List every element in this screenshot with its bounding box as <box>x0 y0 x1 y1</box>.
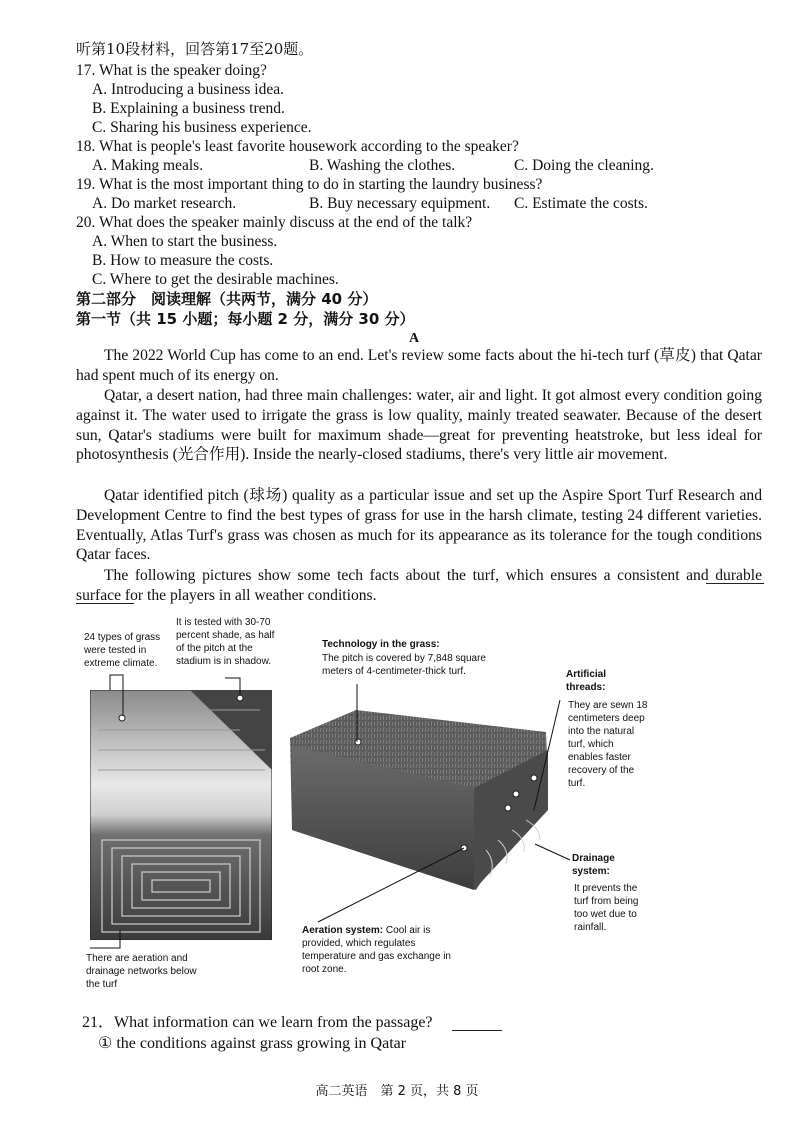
question-20-option-a: A. When to start the business. <box>92 233 278 250</box>
page-footer: 高二英语 第 2 页，共 8 页 <box>315 1084 479 1099</box>
question-17-stem: 17. What is the speaker doing? <box>76 62 267 79</box>
question-20-option-b: B. How to measure the costs. <box>92 252 274 269</box>
listening-instruction: 听第10段材料，回答第17至20题。 <box>76 40 314 58</box>
passage-paragraph-4: The following pictures show some tech facts about the turf, which ensures a consistent and durable surface for the players in all weather conditions. <box>76 567 762 604</box>
caption-tech-body: The pitch is covered by 7,848 square meters of 4-centimeter-thick turf. <box>322 653 486 677</box>
question-19-option-a: A. Do market research. <box>92 195 237 212</box>
caption-drainage-body: It prevents the turf from being too wet due to rainfall. <box>574 883 639 933</box>
question-19-option-c: C. Estimate the costs. <box>514 195 648 212</box>
reading-part-title: 第二部分 阅读理解（共两节，满分 40 分） <box>76 290 378 308</box>
caption-aeration-title: Aeration system: <box>302 925 384 936</box>
reading-section-title: 第一节（共 15 小题；每小题 2 分，满分 30 分） <box>76 310 415 328</box>
caption-aeration <box>302 924 460 976</box>
passage-paragraph-1: The 2022 World Cup has come to an end. Let's review some facts about the hi-tech turf (草皮) that Qatar had spent much of its energy on. <box>76 347 762 384</box>
passage-paragraph-3: Qatar identified pitch (球场) quality as a particular issue and set up the Aspire Sport Turf Research and Development Centre to find the best types of grass for use in the harsh climate, testing 24 different varieties. Eventually, Atlas Turf's grass was chosen as much for its appearance as its tolerance for the tough conditions Qatar faces. <box>76 487 762 564</box>
question-21-item-1: ① the conditions against grass growing in Qatar <box>98 1035 407 1052</box>
caption-threads-title: Artificial threads: <box>566 669 607 693</box>
question-17-option-a: A. Introducing a business idea. <box>92 81 284 98</box>
caption-shade: It is tested with 30-70 percent shade, as half of the pitch at the stadium is in shadow. <box>176 617 275 667</box>
question-21-stem: 21．What information can we learn from the passage? <box>82 1014 433 1031</box>
passage-paragraph-2: Qatar, a desert nation, had three main challenges: water, air and light. It got almost every condition going against it. The water used to irrigate the grass is low quality, mainly treated seawater. Because of the desert sun, Qatar's stadiums were built for maximum shade—great for preventing heatstroke, but less ideal for photosynthesis (光合作用). Inside the nearly-closed stadiums, there's very little air movement. <box>76 387 762 464</box>
caption-tech-title: Technology in the grass: <box>322 639 440 650</box>
question-17-option-c: C. Sharing his business experience. <box>92 119 312 136</box>
handwritten-answer-line <box>452 1030 502 1031</box>
question-20-stem: 20. What does the speaker mainly discuss at the end of the talk? <box>76 214 473 231</box>
question-19-option-b: B. Buy necessary equipment. <box>309 195 491 212</box>
question-18-stem: 18. What is people's least favorite housework according to the speaker? <box>76 138 519 155</box>
passage-letter: A <box>409 331 420 346</box>
question-18-option-b: B. Washing the clothes. <box>309 157 456 174</box>
question-17-option-b: B. Explaining a business trend. <box>92 100 285 117</box>
caption-networks: There are aeration and drainage networks below the turf <box>86 953 197 990</box>
caption-threads-body: They are sewn 18 centimeters deep into the natural turf, which enables faster recovery of the turf. <box>568 700 648 789</box>
question-18-option-c: C. Doing the cleaning. <box>514 157 654 174</box>
question-19-stem: 19. What is the most important thing to do in starting the laundry business? <box>76 176 543 193</box>
caption-drainage-title: Drainage system: <box>572 853 615 877</box>
caption-aeration-body: Cool air is provided, which regulates temperature and gas exchange in root zone. <box>302 925 451 975</box>
question-18-option-a: A. Making meals. <box>92 157 204 174</box>
caption-grass-types: 24 types of grass were tested in extreme climate. <box>84 632 161 669</box>
question-20-option-c: C. Where to get the desirable machines. <box>92 271 339 288</box>
